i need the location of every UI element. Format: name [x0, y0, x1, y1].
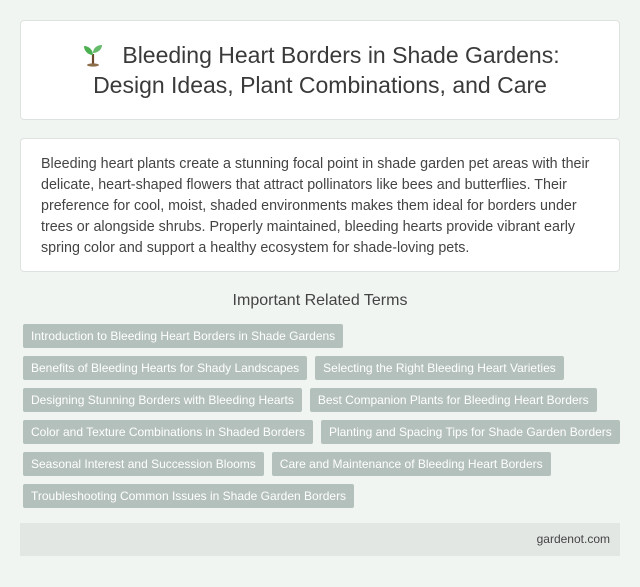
sprout-icon [80, 41, 106, 67]
description-card [20, 138, 620, 272]
related-term-tag[interactable]: Color and Texture Combinations in Shaded Borders [23, 420, 313, 444]
term-row [23, 388, 623, 412]
term-row [23, 452, 623, 476]
term-row [23, 324, 623, 348]
page-title [51, 40, 589, 100]
footer [20, 523, 620, 556]
title-card [20, 20, 620, 120]
related-term-tag[interactable]: Best Companion Plants for Bleeding Heart Borders [310, 388, 597, 412]
description-text: Bleeding heart plants create a stunning focal point in shade garden pet areas with their delicate, heart-shaped flowers that attract pollinators like bees and butterflies. Their preference for cool, moist, shaded environments makes them ideal for borders under trees or alongside shrubs. Properly maintained, bleeding hearts provide vibrant early spring color and support a healthy ecosystem for shade-loving pets. [41, 156, 590, 256]
related-term-tag[interactable]: Care and Maintenance of Bleeding Heart Borders [272, 452, 551, 476]
related-term-tag[interactable]: Benefits of Bleeding Hearts for Shady Landscapes [23, 356, 307, 380]
related-term-tag[interactable]: Selecting the Right Bleeding Heart Varieties [315, 356, 564, 380]
related-terms-list [23, 324, 623, 516]
related-terms-heading: Important Related Terms [232, 292, 408, 309]
related-term-tag[interactable]: Seasonal Interest and Succession Blooms [23, 452, 264, 476]
related-term-tag[interactable]: Designing Stunning Borders with Bleeding Hearts [23, 388, 302, 412]
related-term-tag[interactable]: Introduction to Bleeding Heart Borders in Shade Gardens [23, 324, 343, 348]
term-row [23, 420, 623, 444]
related-term-tag[interactable]: Planting and Spacing Tips for Shade Garden Borders [321, 420, 620, 444]
page-title-text: Bleeding Heart Borders in Shade Gardens: Design Ideas, Plant Combinations, and Care [93, 42, 560, 98]
related-term-tag[interactable]: Troubleshooting Common Issues in Shade Garden Borders [23, 484, 354, 508]
term-row [23, 356, 623, 380]
term-row [23, 484, 623, 508]
footer-site-link[interactable]: gardenot.com [536, 532, 610, 546]
